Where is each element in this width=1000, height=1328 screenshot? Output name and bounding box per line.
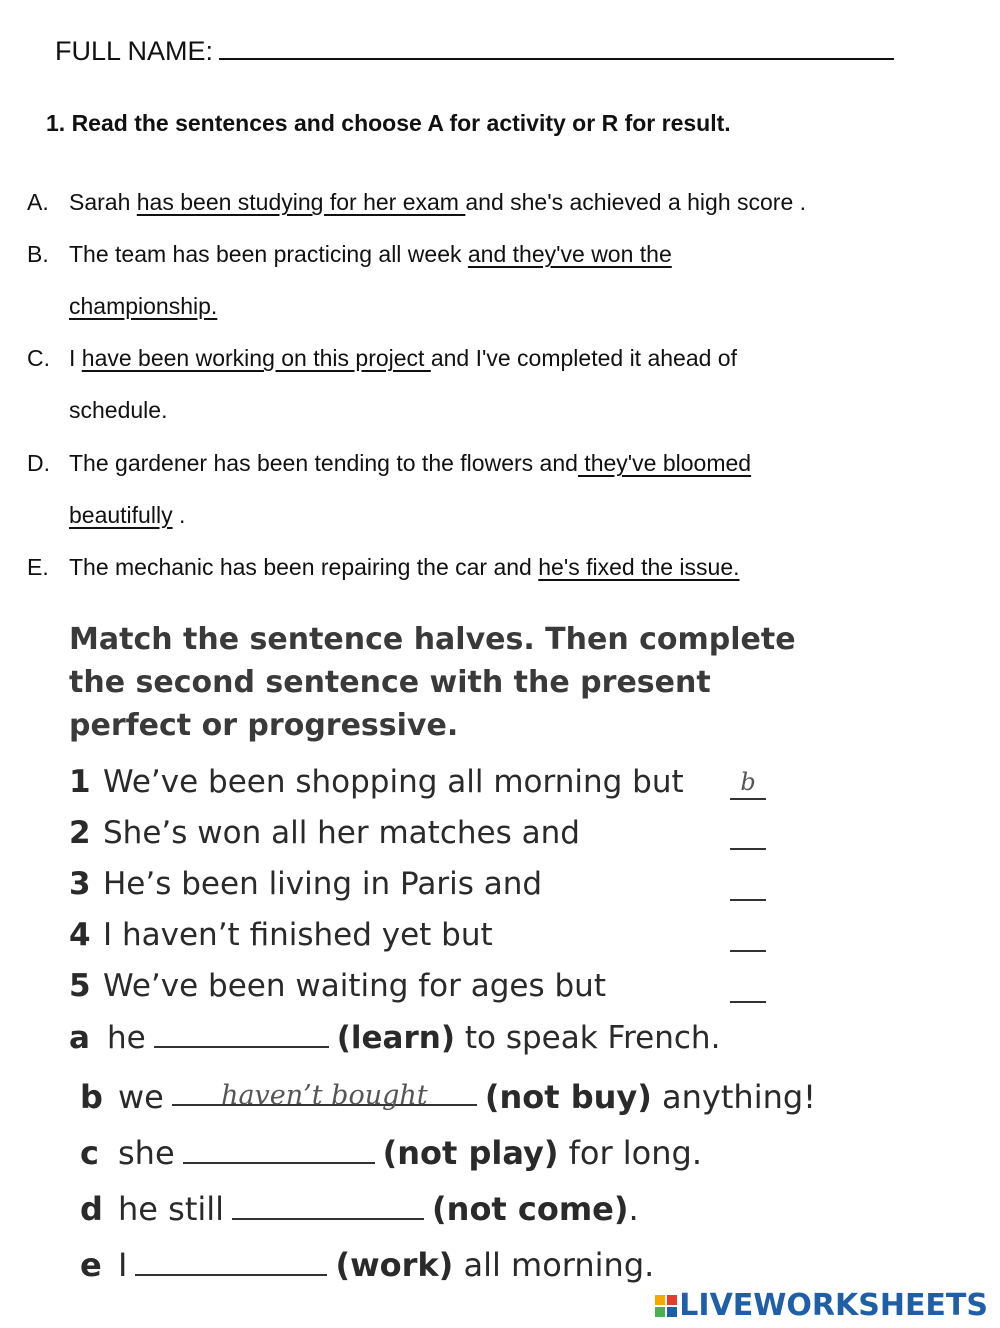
completion-a-blank[interactable]	[154, 1020, 329, 1048]
match-answer-4[interactable]	[730, 920, 766, 952]
completion-e-blank[interactable]	[135, 1248, 327, 1276]
sentence-c: C. I have been working on this project and I've completed it ahead of schedule.	[27, 345, 737, 423]
half-2: 2 She’s won all her matches and	[69, 815, 580, 851]
sentence-b: B. The team has been practicing all week and they've won the championship.	[27, 241, 672, 319]
completion-c-blank[interactable]	[183, 1136, 375, 1164]
completion-a: a he (learn) to speak French.	[69, 1020, 721, 1056]
liveworksheets-logo: LIVEWORKSHEETS	[655, 1288, 988, 1323]
sentence-a: A. Sarah has been studying for her exam and she's achieved a high score .	[27, 189, 807, 215]
liveworksheets-logo-icon	[655, 1295, 677, 1317]
completion-b-blank[interactable]: haven’t bought	[172, 1078, 477, 1106]
task1-instruction: 1. Read the sentences and choose A for activity or R for result.	[46, 110, 731, 136]
half-4: 4 I haven’t finished yet but	[69, 917, 493, 953]
completion-d: d he still (not come).	[80, 1190, 639, 1228]
completion-e: e I (work) all morning.	[80, 1246, 655, 1284]
sentence-d: D. The gardener has been tending to the flowers and they've bloomed beautifully .	[27, 450, 752, 528]
completion-c: c she (not play) for long.	[80, 1134, 703, 1172]
task2-title: Match the sentence halves. Then complete the second sentence with the present perfect or progressive.	[69, 622, 796, 743]
full-name-line	[55, 30, 894, 67]
half-3: 3 He’s been living in Paris and	[69, 866, 543, 902]
full-name-blank[interactable]	[219, 30, 894, 60]
half-5: 5 We’ve been waiting for ages but	[69, 968, 606, 1004]
match-answer-1[interactable]: b	[730, 768, 766, 800]
completion-b: b we haven’t bought (not buy) anything!	[80, 1078, 816, 1116]
match-answer-2[interactable]	[730, 818, 766, 850]
match-answer-3[interactable]	[730, 869, 766, 901]
half-1: 1 We’ve been shopping all morning but	[69, 764, 684, 800]
match-answer-5[interactable]	[730, 971, 766, 1003]
sentence-e: E. The mechanic has been repairing the car and he's fixed the issue.	[27, 554, 740, 580]
completion-d-blank[interactable]	[232, 1192, 424, 1220]
full-name-label: FULL NAME:	[55, 36, 214, 66]
